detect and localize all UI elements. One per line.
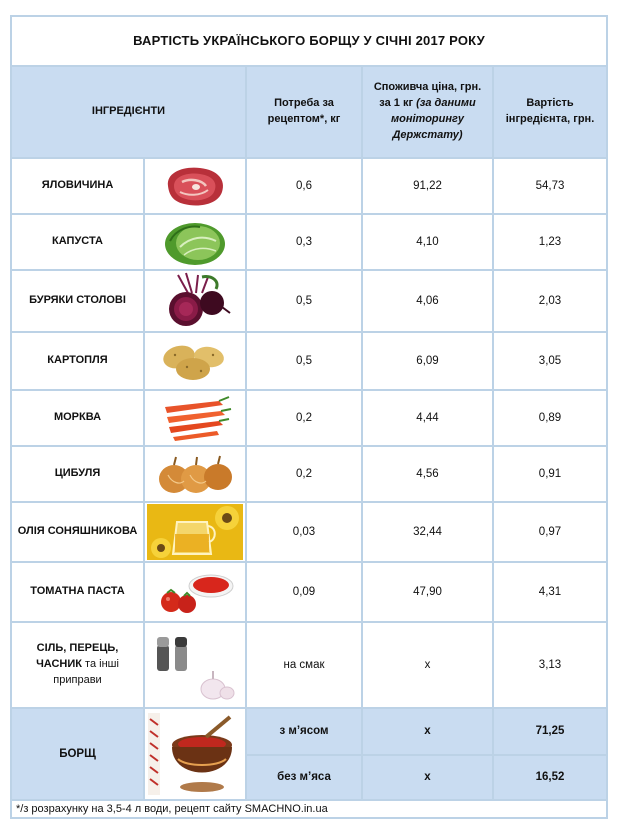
need-value: 0,03 <box>245 501 363 563</box>
oil-icon <box>143 501 247 563</box>
beet-icon <box>143 269 247 333</box>
borscht-cost-sheet <box>10 15 608 821</box>
cost-value: 2,03 <box>492 269 608 333</box>
price-value: х <box>361 621 494 709</box>
price-value: 47,90 <box>361 561 494 623</box>
header-price-source: (за даними моніторингу Держстату) <box>391 97 476 141</box>
with-meat-price: х <box>361 707 494 756</box>
header-price-line2: за 1 кг (за даними моніторингу Держстату) <box>379 97 476 141</box>
cost-value: 0,91 <box>492 445 608 503</box>
beef-icon <box>143 157 247 215</box>
cost-value: 54,73 <box>492 157 608 215</box>
ingredient-name: ЦИБУЛЯ <box>10 445 145 503</box>
cost-value: 0,89 <box>492 389 608 447</box>
need-value: 0,5 <box>245 331 363 391</box>
price-value: 32,44 <box>361 501 494 563</box>
with-meat-label: з м’ясом <box>245 707 363 756</box>
header-price-line1: Споживча ціна, грн. <box>373 81 482 94</box>
potato-icon <box>143 331 247 391</box>
spices-line1: СІЛЬ, ПЕРЕЦЬ, <box>36 642 119 655</box>
header-cost-line1: Вартість <box>526 97 574 110</box>
header-cost-line2: інгредієнта, грн. <box>505 113 595 125</box>
need-value: 0,09 <box>245 561 363 623</box>
cost-value: 4,31 <box>492 561 608 623</box>
ingredient-name: ТОМАТНА ПАСТА <box>10 561 145 623</box>
spices-icon <box>143 621 247 709</box>
need-value: 0,3 <box>245 213 363 271</box>
borscht-label: БОРЩ <box>10 707 145 801</box>
tomato-paste-icon <box>143 561 247 623</box>
ingredient-name: ЯЛОВИЧИНА <box>10 157 145 215</box>
cost-value: 3,05 <box>492 331 608 391</box>
cost-value: 1,23 <box>492 213 608 271</box>
with-meat-cost: 71,25 <box>492 707 608 756</box>
header-need <box>245 65 363 159</box>
need-value: 0,5 <box>245 269 363 333</box>
sheet-title: ВАРТІСТЬ УКРАЇНСЬКОГО БОРЩУ У СІЧНІ 2017 РОКУ <box>10 15 608 67</box>
spices-line3: приправи <box>53 673 102 686</box>
need-value: на смак <box>245 621 363 709</box>
spices-line2: ЧАСНИК та інші <box>36 658 119 671</box>
need-value: 0,2 <box>245 389 363 447</box>
footnote: */з розрахунку на 3,5-4 л води, рецепт сайту SMACHNO.in.ua <box>10 799 608 819</box>
price-value: 4,10 <box>361 213 494 271</box>
cabbage-icon <box>143 213 247 271</box>
carrot-icon <box>143 389 247 447</box>
ingredient-name: ОЛІЯ СОНЯШНИКОВА <box>10 501 145 563</box>
header-need-line2: рецептом*, кг <box>267 113 341 125</box>
ingredient-name: КАРТОПЛЯ <box>10 331 145 391</box>
header-ingredients: ІНГРЕДІЄНТИ <box>10 65 247 159</box>
onion-icon <box>143 445 247 503</box>
without-meat-price: х <box>361 754 494 801</box>
cost-value: 3,13 <box>492 621 608 709</box>
header-price <box>361 65 494 159</box>
need-value: 0,6 <box>245 157 363 215</box>
ingredient-name <box>10 621 145 709</box>
ingredient-name: БУРЯКИ СТОЛОВІ <box>10 269 145 333</box>
price-value: 6,09 <box>361 331 494 391</box>
ingredient-name: МОРКВА <box>10 389 145 447</box>
price-value: 4,56 <box>361 445 494 503</box>
without-meat-label: без м’яса <box>245 754 363 801</box>
header-cost <box>492 65 608 159</box>
price-value: 4,44 <box>361 389 494 447</box>
price-value: 4,06 <box>361 269 494 333</box>
borscht-icon <box>143 707 247 801</box>
without-meat-cost: 16,52 <box>492 754 608 801</box>
header-need-line1: Потреба за <box>274 97 334 110</box>
ingredient-name: КАПУСТА <box>10 213 145 271</box>
cost-value: 0,97 <box>492 501 608 563</box>
price-value: 91,22 <box>361 157 494 215</box>
need-value: 0,2 <box>245 445 363 503</box>
